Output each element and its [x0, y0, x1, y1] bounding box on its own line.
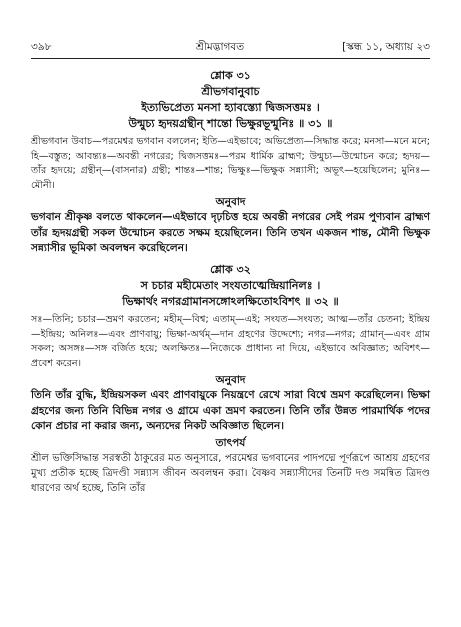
- verse-31-synonyms: শ্রীভগবান উবাচ—পরমেশ্বর ভগবান বললেন; ইতি—এইভাবে; অভিপ্রেত্য—সিদ্ধান্ত করে; মনসা—মনে মনে; হি—বস্তুত; আবন্ত্যঃ—অবন্তী নগরের; দ্বিজসত্তমঃ—পরম ধার্মিক ব্রাহ্মণ; উন্মুচ্য—উন্মোচন করে; হৃদয়—তাঁর হৃদয়ে; গ্রন্থীন্‌—(বাসনার) গ্রন্থী; শান্তঃ—শান্ত; ভিক্ষুঃ—ভিক্ষুক সন্ন্যাসী; অভূৎ—হয়েছিলেন; মুনিঃ—মৌনী।: [31, 136, 430, 191]
- verse-31-section: [31, 68, 430, 256]
- verse-31-heading: শ্লোক ৩১: [210, 69, 251, 82]
- verse-31-line-2: উন্মুচ্য হৃদয়গ্রন্থীন্‌ শান্তো ভিক্ষুরভূন্মুনিঃ ॥ ৩১ ॥: [128, 117, 333, 130]
- header-divider: [31, 58, 430, 59]
- page-number: ৩৯৮: [31, 41, 52, 53]
- verse-31-line-1: ইত্যভিপ্রেত্য মনসা হ্যাবস্ত্যো দ্বিজসত্তমঃ ।: [141, 101, 320, 114]
- verse-32-heading: শ্লোক ৩২: [210, 262, 251, 276]
- verse-32-translation: তিনি তাঁর বুদ্ধি, ইন্দ্রিয়সকল এবং প্রাণবায়ুকে নিয়ন্ত্রণে রেখে সারা বিশ্বে ভ্রমণ করেছিলেন। ভিক্ষা গ্রহণের জন্য তিনি বিভিন্ন নগর ও গ্রামে একা ভ্রমণ করতেন। তিনি তাঁর উন্নত পারমার্থিক পদের কোন প্রচার না করার জন্য, অন্যদের নিকট অবিজ্ঞাত ছিলেন।: [31, 389, 430, 432]
- verse-32-line-2: ভিক্ষার্থং নগরগ্রামানসঙ্গোঽলক্ষিতোঽবিশৎ ॥ ৩২ ॥: [122, 294, 339, 308]
- verse-31-speaker: শ্রীভগবানুবাচ: [201, 85, 260, 98]
- verse-32-purport: শ্রীল ভক্তিসিদ্ধান্ত সরস্বতী ঠাকুরের মত অনুসারে, পরমেশ্বর ভগবানের পাদপদ্মে পূর্ণরূপে আশ্রয় গ্রহণের মুখ্য প্রতীক হচ্ছে ত্রিদণ্ডী সন্ন্যাস জীবন অবলম্বন করা। বৈষ্ণব সন্ন্যাসীদের তিনটি দণ্ড সমন্বিত ত্রিদণ্ড ধারণের অর্থ হচ্ছে, তিনি তাঁর: [31, 452, 430, 494]
- page-content: [31, 68, 430, 496]
- verse-32-section: [31, 262, 430, 496]
- book-title: শ্রীমদ্ভাগবত: [196, 41, 245, 53]
- page-header: [31, 40, 430, 56]
- verse-32-synonyms: সঃ—তিনি; চচার—ভ্রমণ করতেন; মহীম্‌—বিশ্ব; এতাম্‌—এই; সংযত—সংযত; আত্ম—তাঁর চেতনা; ইন্দ্রিয়—ইন্দ্রিয়; অনিলঃ—এবং প্রাণবায়ু; ভিক্ষা-অর্থম্‌—দান গ্রহণের উদ্দেশ্যে; নগর—নগর; গ্রামান্‌—এবং গ্রাম সকল; অসঙ্গঃ—সঙ্গ বর্জিত হয়ে; অলক্ষিতঃ—নিজেকে প্রাধান্য না দিয়ে, এইভাবে অবিজ্ঞাত; অবিশৎ—প্রবেশ করেন।: [31, 313, 430, 369]
- verse-32-line-1: স চচার মহীমেতাং সংযতাত্মেন্দ্রিয়ানিলঃ ।: [140, 278, 321, 292]
- verse-32-purport-heading: তাৎপর্য: [215, 436, 246, 449]
- chapter-reference: [স্কন্ধ ১১, অধ্যায় ২৩: [342, 41, 430, 53]
- verse-31-translation-heading: অনুবাদ: [215, 196, 246, 209]
- verse-32-translation-heading: অনুবাদ: [215, 374, 246, 387]
- verse-31-translation: ভগবান শ্রীকৃষ্ণ বলতে থাকলেন—এইভাবে দৃঢ়চিত্ত হয়ে অবন্তী নগরের সেই পরম পুণ্যবান ব্রাহ্মণ তাঁর হৃদয়গ্রন্থী সকল উন্মোচন করতে সক্ষম হয়েছিলেন। তিনি তখন একজন শান্ত, মৌনী ভিক্ষুক সন্ন্যাসীর ভূমিকা অবলম্বন করেছিলেন।: [31, 211, 430, 254]
